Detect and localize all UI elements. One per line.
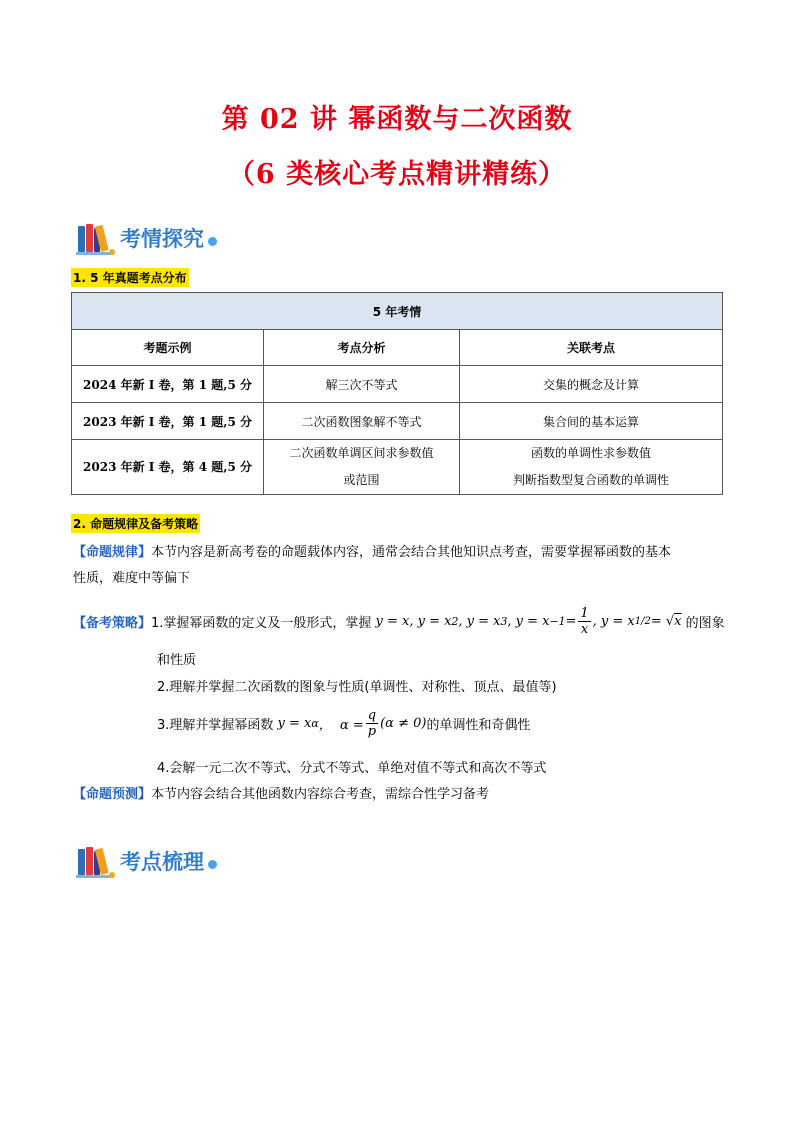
- table-cell: 集合间的基本运算: [460, 403, 723, 440]
- exam-table: [71, 292, 723, 495]
- table-cell: 二次函数图象解不等式: [264, 403, 460, 440]
- section-title: 考情探究: [120, 227, 204, 251]
- section-header-knowledge: [76, 843, 217, 879]
- rule-text-continued: 性质，难度中等偏下: [73, 571, 191, 586]
- dot-icon: [208, 860, 217, 869]
- page-title: 第 02 讲 幂函数与二次函数: [221, 104, 573, 135]
- section-header-exam-analysis: [76, 220, 217, 256]
- column-header: 关联考点: [460, 330, 723, 366]
- table-cell: [460, 440, 723, 495]
- cell-line: 二次函数单调区间求参数值: [289, 446, 434, 460]
- column-header: 考点分析: [264, 330, 460, 366]
- strategy-item-1: [73, 606, 725, 637]
- rule-text: 本节内容是新高考卷的命题载体内容，通常会结合其他知识点考查，需要掌握幂函数的基本: [151, 545, 672, 560]
- dot-icon: [208, 237, 217, 246]
- predict-paragraph: [73, 783, 489, 802]
- table-cell: 2023 年新 I 卷，第 1 题,5 分: [72, 403, 264, 440]
- predict-tag: 【命题预测】: [73, 787, 152, 802]
- table-cell: [264, 440, 460, 495]
- section-title: 考点梳理: [120, 850, 204, 874]
- books-icon: [76, 844, 116, 878]
- subheading-distribution: 1. 5 年真题考点分布: [71, 268, 189, 287]
- table-cell: 2023 年新 I 卷，第 4 题,5 分: [72, 440, 264, 495]
- table-caption: 5 年考情: [72, 293, 723, 330]
- page-subtitle: （6 类核心考点精讲精练）: [227, 159, 567, 190]
- cell-line: 函数的单调性求参数值: [530, 446, 651, 460]
- table-row: [72, 403, 723, 440]
- table-row: [72, 366, 723, 403]
- power-functions-formula: y = x, y = x 2 , y = x 3 , y = x −1 = $\frac{1}{x}$ , y = x 1/2 = √ x: [371, 606, 682, 637]
- rule-paragraph: [73, 541, 671, 560]
- books-icon: [76, 221, 116, 255]
- table-cell: 2024 年新 I 卷，第 1 题,5 分: [72, 366, 264, 403]
- table-row: [72, 440, 723, 495]
- rule-tag: 【命题规律】: [73, 545, 152, 560]
- strategy-item-1-cont: 和性质: [157, 653, 197, 668]
- subheading-strategy: 2. 命题规律及备考策略: [71, 514, 200, 533]
- cell-line: 判断指数型复合函数的单调性: [512, 473, 669, 487]
- strategy-item-4: 4.会解一元二次不等式、分式不等式、单绝对值不等式和高次不等式: [157, 761, 547, 776]
- strategy-item-3: [157, 708, 530, 739]
- power-alpha-formula: y = x α ， α = $\frac{q}{p}$ (α ≠ 0): [273, 708, 427, 739]
- column-header: 考题示例: [72, 330, 264, 366]
- strategy-text: 3.理解并掌握幂函数: [157, 718, 274, 733]
- strategy-tag: 【备考策略】: [73, 616, 152, 631]
- predict-text: 本节内容会结合其他函数内容综合考查，需综合性学习备考: [151, 787, 490, 802]
- table-cell: 交集的概念及计算: [460, 366, 723, 403]
- strategy-text: 的单调性和奇偶性: [426, 718, 531, 733]
- cell-line: 或范围: [343, 473, 380, 487]
- strategy-item-2: 2.理解并掌握二次函数的图象与性质(单调性、对称性、顶点、最值等): [157, 680, 557, 695]
- strategy-text: 的图象: [685, 616, 725, 631]
- strategy-text: 1.掌握幂函数的定义及一般形式，掌握: [151, 616, 372, 631]
- table-cell: 解三次不等式: [264, 366, 460, 403]
